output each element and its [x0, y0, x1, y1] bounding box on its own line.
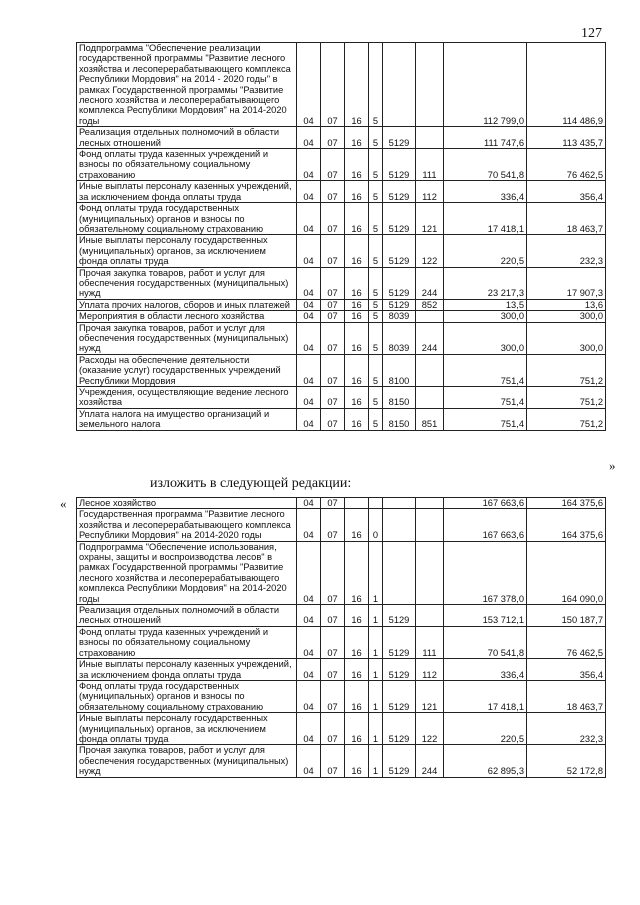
expense-type-cell [416, 311, 444, 322]
program-code-cell: 16 [345, 509, 369, 541]
amount-year-1-cell: 220,5 [444, 713, 527, 745]
expense-type-cell [416, 498, 444, 509]
table-row [77, 605, 606, 627]
program-code-cell: 16 [345, 311, 369, 322]
amount-year-2-cell: 164 375,6 [527, 509, 606, 541]
amount-year-1-cell: 62 895,3 [444, 745, 527, 777]
amount-year-2-cell: 300,0 [527, 322, 606, 354]
expense-type-cell: 112 [416, 659, 444, 681]
table-row [77, 149, 606, 181]
expense-type-cell: 111 [416, 149, 444, 181]
subprogram-code-cell: 5 [369, 299, 383, 310]
expense-type-cell [416, 43, 444, 127]
table-row [77, 322, 606, 354]
amount-year-1-cell: 70 541,8 [444, 626, 527, 658]
subsection-code-cell: 07 [321, 509, 345, 541]
budget-table-after [76, 497, 606, 778]
amount-year-2-cell: 751,2 [527, 354, 606, 386]
subsection-code-cell: 07 [321, 387, 345, 409]
expense-type-cell: 244 [416, 322, 444, 354]
section-code-cell: 04 [297, 203, 321, 235]
table-row [77, 713, 606, 745]
program-code-cell: 16 [345, 605, 369, 627]
amount-year-1-cell: 300,0 [444, 311, 527, 322]
section-code-cell: 04 [297, 509, 321, 541]
table-row [77, 267, 606, 299]
subsection-code-cell: 07 [321, 626, 345, 658]
subprogram-code-cell: 5 [369, 149, 383, 181]
expense-type-cell: 112 [416, 181, 444, 203]
subsection-code-cell: 07 [321, 235, 345, 267]
section-code-cell: 04 [297, 299, 321, 310]
expense-name-cell: Фонд оплаты труда казенных учреждений и взносы по обязательному социальному страхованию [77, 626, 297, 658]
subsection-code-cell: 07 [321, 299, 345, 310]
amount-year-1-cell: 751,4 [444, 387, 527, 409]
expense-name-cell: Прочая закупка товаров, работ и услуг для обеспечения государственных (муниципальных) нужд [77, 322, 297, 354]
expense-name-cell: Мероприятия в области лесного хозяйства [77, 311, 297, 322]
subprogram-code-cell: 1 [369, 713, 383, 745]
amount-year-2-cell: 18 463,7 [527, 680, 606, 712]
target-article-cell: 5129 [383, 626, 416, 658]
amount-year-1-cell: 23 217,3 [444, 267, 527, 299]
program-code-cell: 16 [345, 322, 369, 354]
subprogram-code-cell: 5 [369, 127, 383, 149]
expense-name-cell: Подпрограмма "Обеспечение использования, охраны, защиты и воспроизводства лесов" в рамках Государственной программы "Развитие лесного хозяйства и лесоперерабатывающего комплекса Республики Мордовия" на 2014-2020 годы [77, 541, 297, 604]
section-code-cell: 04 [297, 626, 321, 658]
section-code-cell: 04 [297, 354, 321, 386]
expense-type-cell: 851 [416, 408, 444, 430]
expense-type-cell: 244 [416, 745, 444, 777]
expense-type-cell: 244 [416, 267, 444, 299]
program-code-cell: 16 [345, 354, 369, 386]
program-code-cell: 16 [345, 541, 369, 604]
expense-type-cell [416, 509, 444, 541]
table-row [77, 181, 606, 203]
table-row [77, 408, 606, 430]
subsection-code-cell: 07 [321, 127, 345, 149]
table-row [77, 127, 606, 149]
subprogram-code-cell: 1 [369, 745, 383, 777]
target-article-cell [383, 541, 416, 604]
target-article-cell: 5129 [383, 267, 416, 299]
target-article-cell: 5129 [383, 680, 416, 712]
subprogram-code-cell: 1 [369, 680, 383, 712]
budget-table-before-body [77, 43, 606, 431]
closing-quote: » [609, 458, 616, 473]
expense-name-cell: Фонд оплаты труда государственных (муниципальных) органов и взносы по обязательному социальному страхованию [77, 680, 297, 712]
expense-name-cell: Реализация отдельных полномочий в области лесных отношений [77, 605, 297, 627]
section-code-cell: 04 [297, 267, 321, 299]
table-row [77, 203, 606, 235]
table-row [77, 745, 606, 777]
target-article-cell: 5129 [383, 127, 416, 149]
subprogram-code-cell: 5 [369, 267, 383, 299]
section-code-cell: 04 [297, 680, 321, 712]
amount-year-1-cell: 17 418,1 [444, 203, 527, 235]
expense-name-cell: Государственная программа "Развитие лесного хозяйства и лесоперерабатывающего комплекса Республики Мордовия" на 2014-2020 годы [77, 509, 297, 541]
amount-year-1-cell: 17 418,1 [444, 680, 527, 712]
amount-year-1-cell: 112 799,0 [444, 43, 527, 127]
amount-year-2-cell: 76 462,5 [527, 626, 606, 658]
expense-name-cell: Реализация отдельных полномочий в области лесных отношений [77, 127, 297, 149]
target-article-cell: 8150 [383, 408, 416, 430]
amount-year-2-cell: 751,2 [527, 387, 606, 409]
subprogram-code-cell: 5 [369, 235, 383, 267]
target-article-cell: 8150 [383, 387, 416, 409]
amount-year-1-cell: 167 663,6 [444, 509, 527, 541]
section-code-cell: 04 [297, 659, 321, 681]
subsection-code-cell: 07 [321, 408, 345, 430]
amount-year-2-cell: 164 375,6 [527, 498, 606, 509]
subsection-code-cell: 07 [321, 680, 345, 712]
section-code-cell: 04 [297, 408, 321, 430]
table-row [77, 498, 606, 509]
subprogram-code-cell: 5 [369, 43, 383, 127]
amount-year-2-cell: 356,4 [527, 659, 606, 681]
expense-name-cell: Иные выплаты персоналу государственных (муниципальных) органов, за исключением фонда оплаты труда [77, 713, 297, 745]
target-article-cell: 5129 [383, 605, 416, 627]
subprogram-code-cell: 1 [369, 605, 383, 627]
target-article-cell [383, 498, 416, 509]
amount-year-1-cell: 751,4 [444, 408, 527, 430]
program-code-cell: 16 [345, 626, 369, 658]
subsection-code-cell: 07 [321, 659, 345, 681]
expense-name-cell: Фонд оплаты труда государственных (муниципальных) органов и взносы по обязательному социальному страхованию [77, 203, 297, 235]
subprogram-code-cell: 5 [369, 354, 383, 386]
subprogram-code-cell [369, 498, 383, 509]
target-article-cell: 5129 [383, 149, 416, 181]
amount-year-2-cell: 114 486,9 [527, 43, 606, 127]
subsection-code-cell: 07 [321, 745, 345, 777]
section-code-cell: 04 [297, 322, 321, 354]
amount-year-2-cell: 113 435,7 [527, 127, 606, 149]
table-row [77, 659, 606, 681]
section-code-cell: 04 [297, 713, 321, 745]
expense-type-cell: 111 [416, 626, 444, 658]
amount-year-1-cell: 751,4 [444, 354, 527, 386]
subprogram-code-cell: 5 [369, 387, 383, 409]
expense-type-cell [416, 354, 444, 386]
program-code-cell: 16 [345, 745, 369, 777]
table-row [77, 311, 606, 322]
subsection-code-cell: 07 [321, 498, 345, 509]
target-article-cell: 8039 [383, 322, 416, 354]
target-article-cell: 5129 [383, 659, 416, 681]
amount-year-1-cell: 220,5 [444, 235, 527, 267]
table-row [77, 299, 606, 310]
expense-name-cell: Фонд оплаты труда казенных учреждений и взносы по обязательному социальному страхованию [77, 149, 297, 181]
target-article-cell: 5129 [383, 203, 416, 235]
program-code-cell: 16 [345, 235, 369, 267]
subsection-code-cell: 07 [321, 311, 345, 322]
expense-name-cell: Уплата прочих налогов, сборов и иных платежей [77, 299, 297, 310]
amount-year-1-cell: 13,5 [444, 299, 527, 310]
expense-name-cell: Уплата налога на имущество организаций и земельного налога [77, 408, 297, 430]
table-row [77, 235, 606, 267]
program-code-cell: 16 [345, 408, 369, 430]
expense-name-cell: Лесное хозяйство [77, 498, 297, 509]
amount-year-2-cell: 150 187,7 [527, 605, 606, 627]
table-row [77, 626, 606, 658]
expense-type-cell [416, 127, 444, 149]
section-code-cell: 04 [297, 311, 321, 322]
amount-year-1-cell: 70 541,8 [444, 149, 527, 181]
expense-type-cell: 122 [416, 235, 444, 267]
budget-table-before [76, 42, 606, 431]
section-code-cell: 04 [297, 387, 321, 409]
amount-year-1-cell: 153 712,1 [444, 605, 527, 627]
section-code-cell: 04 [297, 127, 321, 149]
subsection-code-cell: 07 [321, 267, 345, 299]
subprogram-code-cell: 0 [369, 509, 383, 541]
amount-year-2-cell: 13,6 [527, 299, 606, 310]
expense-type-cell: 121 [416, 680, 444, 712]
subprogram-code-cell: 5 [369, 181, 383, 203]
amount-year-1-cell: 111 747,6 [444, 127, 527, 149]
expense-type-cell [416, 541, 444, 604]
page-number: 127 [581, 26, 602, 41]
program-code-cell: 16 [345, 713, 369, 745]
expense-name-cell: Расходы на обеспечение деятельности (оказание услуг) государственных учреждений Республики Мордовия [77, 354, 297, 386]
target-article-cell: 5129 [383, 299, 416, 310]
subprogram-code-cell: 5 [369, 203, 383, 235]
expense-name-cell: Иные выплаты персоналу казенных учреждений, за исключением фонда оплаты труда [77, 181, 297, 203]
subprogram-code-cell: 1 [369, 626, 383, 658]
program-code-cell: 16 [345, 680, 369, 712]
section-code-cell: 04 [297, 605, 321, 627]
program-code-cell [345, 498, 369, 509]
amount-year-1-cell: 336,4 [444, 659, 527, 681]
program-code-cell: 16 [345, 203, 369, 235]
expense-name-cell: Иные выплаты персоналу казенных учреждений, за исключением фонда оплаты труда [77, 659, 297, 681]
expense-type-cell [416, 605, 444, 627]
subprogram-code-cell: 5 [369, 322, 383, 354]
target-article-cell: 5129 [383, 235, 416, 267]
amount-year-1-cell: 300,0 [444, 322, 527, 354]
subsection-code-cell: 07 [321, 605, 345, 627]
expense-type-cell: 122 [416, 713, 444, 745]
target-article-cell: 8100 [383, 354, 416, 386]
subprogram-code-cell: 5 [369, 311, 383, 322]
amount-year-2-cell: 17 907,3 [527, 267, 606, 299]
amount-year-1-cell: 167 378,0 [444, 541, 527, 604]
expense-name-cell: Иные выплаты персоналу государственных (муниципальных) органов, за исключением фонда оплаты труда [77, 235, 297, 267]
expense-type-cell [416, 387, 444, 409]
expense-name-cell: Подпрограмма "Обеспечение реализации государственной программы "Развитие лесного хозяйства и лесоперерабатывающего комплекса Республики Мордовия" на 2014 - 2020 годы" в рамках Государственной программы "Развитие лесного хозяйства и лесоперерабатывающего комплекса Республики Мордовия" на 2014-2020 годы [77, 43, 297, 127]
program-code-cell: 16 [345, 127, 369, 149]
amount-year-2-cell: 356,4 [527, 181, 606, 203]
subsection-code-cell: 07 [321, 43, 345, 127]
expense-name-cell: Учреждения, осуществляющие ведение лесного хозяйства [77, 387, 297, 409]
target-article-cell: 8039 [383, 311, 416, 322]
program-code-cell: 16 [345, 387, 369, 409]
section-code-cell: 04 [297, 181, 321, 203]
subsection-code-cell: 07 [321, 354, 345, 386]
target-article-cell [383, 509, 416, 541]
table-row [77, 43, 606, 127]
amount-year-1-cell: 167 663,6 [444, 498, 527, 509]
expense-type-cell: 852 [416, 299, 444, 310]
amount-year-2-cell: 300,0 [527, 311, 606, 322]
table-row [77, 680, 606, 712]
table-row [77, 541, 606, 604]
amount-year-2-cell: 52 172,8 [527, 745, 606, 777]
table-row [77, 509, 606, 541]
amount-year-2-cell: 164 090,0 [527, 541, 606, 604]
amount-year-1-cell: 336,4 [444, 181, 527, 203]
target-article-cell [383, 43, 416, 127]
target-article-cell: 5129 [383, 713, 416, 745]
subprogram-code-cell: 1 [369, 659, 383, 681]
amount-year-2-cell: 18 463,7 [527, 203, 606, 235]
section-code-cell: 04 [297, 149, 321, 181]
amount-year-2-cell: 751,2 [527, 408, 606, 430]
subprogram-code-cell: 1 [369, 541, 383, 604]
subsection-code-cell: 07 [321, 541, 345, 604]
subsection-code-cell: 07 [321, 322, 345, 354]
expense-type-cell: 121 [416, 203, 444, 235]
amount-year-2-cell: 76 462,5 [527, 149, 606, 181]
opening-quote: « [60, 496, 67, 511]
table-row [77, 354, 606, 386]
section-code-cell: 04 [297, 541, 321, 604]
amount-year-2-cell: 232,3 [527, 235, 606, 267]
target-article-cell: 5129 [383, 745, 416, 777]
amendment-caption: изложить в следующей редакции: [150, 476, 352, 491]
budget-table-after-body [77, 498, 606, 778]
section-code-cell: 04 [297, 235, 321, 267]
section-code-cell: 04 [297, 745, 321, 777]
program-code-cell: 16 [345, 659, 369, 681]
target-article-cell: 5129 [383, 181, 416, 203]
section-code-cell: 04 [297, 43, 321, 127]
subsection-code-cell: 07 [321, 149, 345, 181]
amount-year-2-cell: 232,3 [527, 713, 606, 745]
program-code-cell: 16 [345, 149, 369, 181]
subsection-code-cell: 07 [321, 203, 345, 235]
expense-name-cell: Прочая закупка товаров, работ и услуг для обеспечения государственных (муниципальных) нужд [77, 267, 297, 299]
program-code-cell: 16 [345, 43, 369, 127]
expense-name-cell: Прочая закупка товаров, работ и услуг для обеспечения государственных (муниципальных) нужд [77, 745, 297, 777]
subprogram-code-cell: 5 [369, 408, 383, 430]
program-code-cell: 16 [345, 267, 369, 299]
program-code-cell: 16 [345, 181, 369, 203]
table-row [77, 387, 606, 409]
section-code-cell: 04 [297, 498, 321, 509]
program-code-cell: 16 [345, 299, 369, 310]
subsection-code-cell: 07 [321, 181, 345, 203]
subsection-code-cell: 07 [321, 713, 345, 745]
